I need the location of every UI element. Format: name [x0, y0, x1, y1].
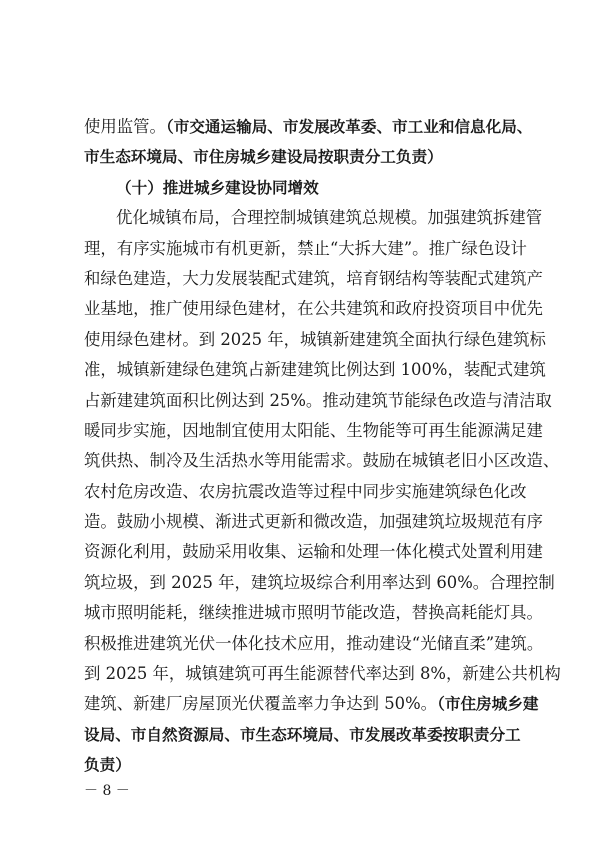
line-2: [84, 142, 518, 172]
line-16-normal: 筑垃圾，到 2025 年，建筑垃圾综合利用率达到 60%。合理控制: [84, 572, 555, 592]
line-2-bold: 市生态环境局、市住房城乡建设局按职责分工负责）: [84, 148, 443, 167]
line-19-normal: 到 2025 年，城镇建筑可再生能源替代率达到 8%，新建公共机构: [84, 664, 561, 684]
page-number: － 8 －: [84, 783, 130, 799]
line-21: [84, 720, 521, 750]
line-19: [84, 659, 561, 689]
line-15-normal: 资源化利用，鼓励采用收集、运输和处理一体化模式处置利用建: [84, 542, 543, 562]
line-9: [84, 355, 546, 385]
line-20-bold: （市住房城乡建: [437, 695, 539, 714]
line-1-bold: （市交通运输局、市发展改革委、市工业和信息化局、: [165, 118, 533, 136]
line-14-normal: 造。鼓励小规模、渐进式更新和微改造，加强建筑垃圾规范有序: [84, 512, 543, 532]
line-13: [84, 477, 527, 507]
line-14: [84, 507, 543, 537]
line-12-normal: 筑供热、制冷及生活热水等用能需求。鼓励在城镇老旧小区改造、: [84, 451, 560, 471]
line-11-normal: 暖同步实施，因地制宜使用太阳能、生物能等可再生能源满足建: [84, 420, 543, 440]
line-12: [84, 446, 560, 476]
line-1: [84, 112, 533, 142]
line-22: [84, 750, 518, 780]
line-16: [84, 568, 555, 598]
line-17-normal: 城市照明能耗，继续推进城市照明节能改造，替换高耗能灯具。: [84, 603, 543, 623]
line-17: [84, 598, 543, 628]
line-4-normal: 优化城镇布局，合理控制城镇建筑总规模。加强建筑拆建管: [116, 208, 543, 228]
document-body: [84, 112, 561, 781]
line-4: [84, 203, 543, 233]
line-15: [84, 537, 543, 567]
line-8: [84, 325, 546, 355]
line-8-normal: 使用绿色建材。到 2025 年，城镇新建建筑全面执行绿色建筑标: [84, 329, 546, 349]
line-6-normal: 和绿色建造，大力发展装配式建筑，培育钢结构等装配式建筑产: [84, 268, 543, 288]
line-21-bold: 设局、市自然资源局、市生态环境局、市发展改革委按职责分工: [84, 725, 521, 744]
line-7: [84, 294, 543, 324]
line-18: [84, 629, 544, 659]
line-5: [84, 234, 527, 264]
line-6: [84, 264, 543, 294]
line-9-normal: 准，城镇新建绿色建筑占新建建筑比例达到 100%，装配式建筑: [84, 360, 546, 380]
line-11: [84, 416, 543, 446]
line-10: [84, 386, 552, 416]
line-7-normal: 业基地，推广使用绿色建材，在公共建筑和政府投资项目中优先: [84, 299, 543, 319]
line-20: [84, 689, 539, 719]
line-13-normal: 农村危房改造、农房抗震改造等过程中同步实施建筑绿色化改: [84, 481, 527, 501]
line-20-normal: 建筑、新建厂房屋顶光伏覆盖率力争达到 50%。: [84, 694, 438, 714]
line-1-normal: 使用监管。: [84, 117, 166, 136]
line-10-normal: 占新建建筑面积比例达到 25%。推动建筑节能绿色改造与清洁取: [84, 390, 552, 410]
section-heading-text: （十）推进城乡建设协同增效: [116, 178, 319, 197]
line-18-normal: 积极推进建筑光伏一体化技术应用，推动建设“光储直柔”建筑。: [84, 633, 544, 653]
line-5-normal: 理，有序实施城市有机更新，禁止“大拆大建”。推广绿色设计: [84, 238, 527, 258]
section-heading: [84, 173, 518, 203]
line-22-bold: 负责）: [84, 756, 131, 775]
